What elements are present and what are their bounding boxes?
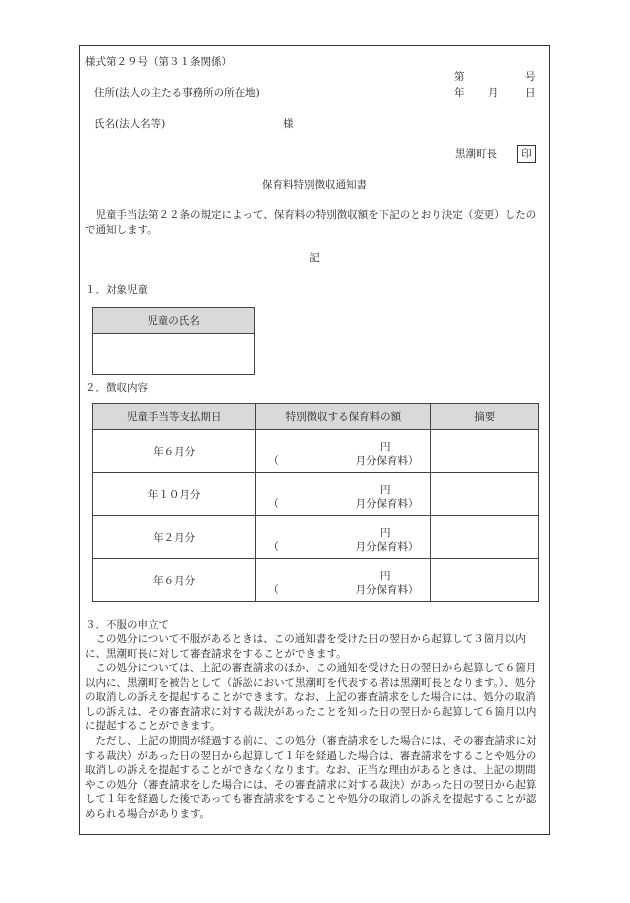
intro-text: 児童手当法第２２条の規定によって、保育料の特別徴収額を下記のとおり決定（変更）したので通知します。: [85, 209, 537, 236]
period-cell: 年１０月分: [93, 473, 256, 516]
period-cell: 年２月分: [93, 516, 256, 559]
ki-label: 記: [309, 252, 320, 264]
period-cell: 年６月分: [93, 430, 256, 473]
open-paren: （: [268, 455, 279, 467]
child-name-header: 児童の氏名: [93, 308, 255, 334]
date-tsuki: 月: [488, 87, 499, 99]
month-fee-label: 月分保育料）: [355, 498, 419, 510]
number-go: 号: [525, 71, 536, 83]
form-number: 様式第２９号（第３１条関係）: [85, 56, 232, 68]
note-cell: [431, 559, 539, 602]
yen-unit: 円: [379, 527, 391, 539]
open-paren: （: [268, 584, 279, 596]
number-dai: 第: [454, 71, 465, 83]
address-label: 住所(法人の主たる事務所の所在地): [94, 87, 260, 99]
header-payment-date: 児童手当等支払期日: [93, 404, 256, 430]
table-row: [93, 473, 539, 516]
section2-heading: ２．徴収内容: [85, 382, 148, 394]
child-table: [92, 307, 255, 375]
month-fee-label: 月分保育料）: [355, 584, 419, 596]
appeal-paragraph-2: この処分については、上記の審査請求のほか、この通知を受けた日の翌日から起算して６箇月以内に、黒潮町を被告として（訴訟において黒潮町を代表する者は黒潮町長となります。）、処分の取消しの訴えを提起することができます。なお、上記の審査請求をした場合には、処分の取消しの訴えは、その審査請求に対する裁決があったことを知った日の翌日から起算して６箇月以内に提起することができます。: [85, 662, 537, 732]
appeal-paragraph-3: ただし、上記の期間が経過する前に、この処分（審査請求をした場合には、その審査請求に対する裁決）があった日の翌日から起算して１年を経過した場合は、審査請求をすることや処分の取消しの訴えを提起することができなくなります。なお、正当な理由があるときは、上記の期間やこの処分（審査請求をした場合には、その審査請求に対する裁決）があった日の翌日から起算して１年を経過した後であっても審査請求をすることや処分の取消しの訴えを提起することが認められる場合があります。: [85, 735, 537, 820]
yen-unit: 円: [379, 570, 391, 582]
table-row: [93, 516, 539, 559]
month-fee-label: 月分保育料）: [355, 455, 419, 467]
open-paren: （: [268, 498, 279, 510]
yen-unit: 円: [379, 484, 391, 496]
issuer-name: 黒潮町長: [455, 148, 497, 160]
appeal-paragraph-1: この処分について不服があるときは、この通知書を受けた日の翌日から起算して３箇月以内に、黒潮町長に対して審査請求をすることができます。: [85, 633, 526, 660]
header-amount: 特別徴収する保育料の額: [256, 404, 431, 430]
table-row: [93, 430, 539, 473]
document-title: 保育料特別徴収通知書: [262, 179, 367, 191]
name-label: 氏名(法人名等): [94, 118, 166, 130]
period-cell: 年６月分: [93, 559, 256, 602]
yen-unit: 円: [379, 441, 391, 453]
date-hi: 日: [525, 87, 536, 99]
table-row: [93, 559, 539, 602]
header-note: 摘要: [431, 404, 539, 430]
note-cell: [431, 430, 539, 473]
open-paren: （: [268, 541, 279, 553]
note-cell: [431, 516, 539, 559]
child-name-cell: [93, 334, 255, 375]
note-cell: [431, 473, 539, 516]
seal-box: 印: [517, 145, 536, 163]
section3-heading: ３．不服の申立て: [85, 619, 169, 631]
date-nen: 年: [454, 87, 465, 99]
month-fee-label: 月分保育料）: [355, 541, 419, 553]
collection-table: [92, 403, 539, 602]
section1-heading: １．対象児童: [85, 284, 148, 296]
sama-label: 様: [283, 118, 294, 130]
